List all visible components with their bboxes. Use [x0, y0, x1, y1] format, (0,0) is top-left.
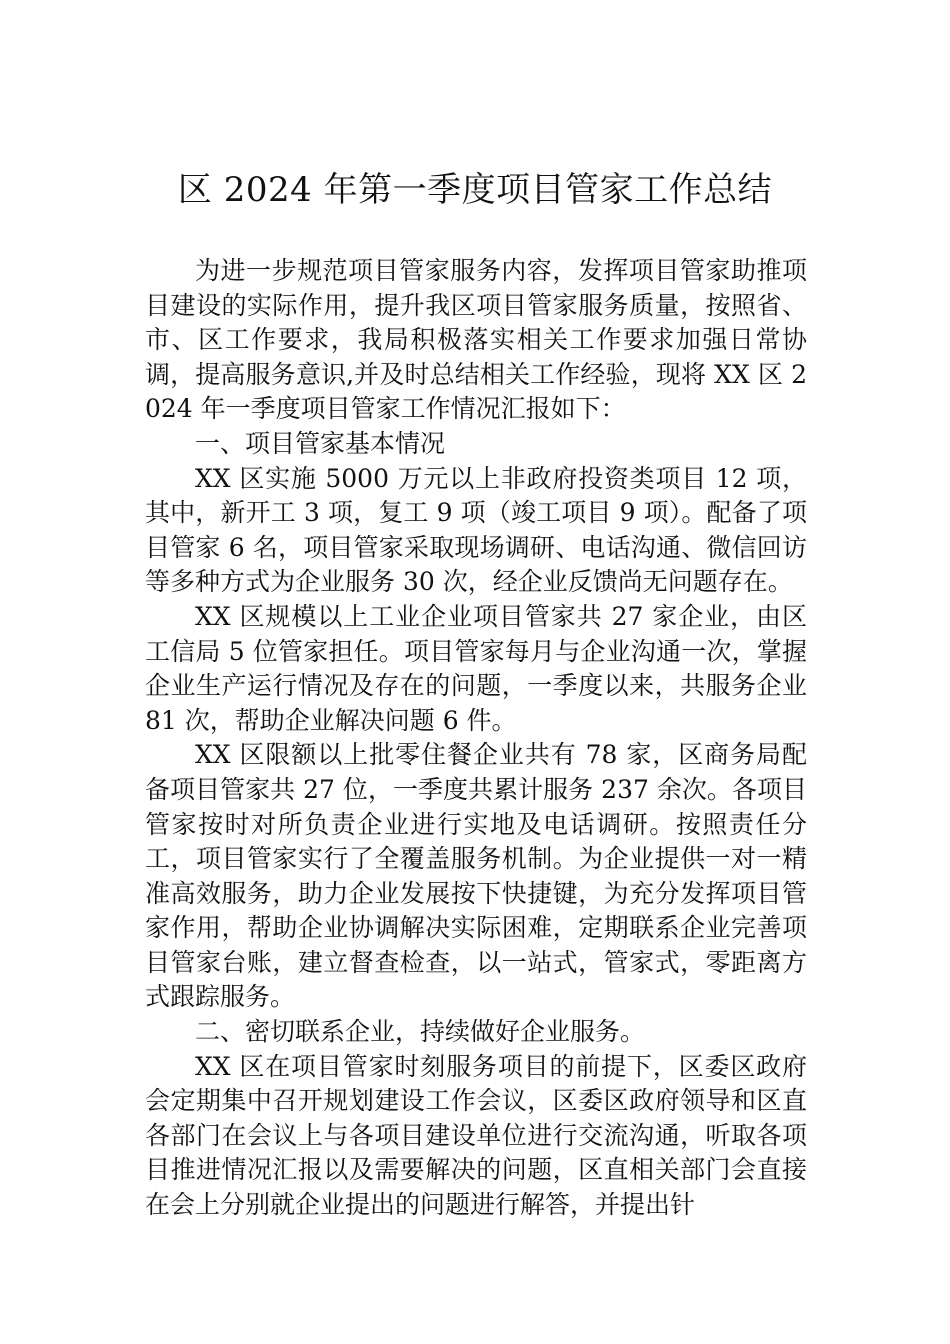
intro-paragraph: 为进一步规范项目管家服务内容，发挥项目管家助推项目建设的实际作用，提升我区项目管家服务质量，按照省、市、区工作要求，我局积极落实相关工作要求加强日常协调，提高服务意识,并及时总结相关工作经验，现将 XX 区 2024 年一季度项目管家工作情况汇报如下：	[145, 256, 807, 424]
paragraph-retail-enterprises: XX 区限额以上批零住餐企业共有 78 家，区商务局配备项目管家共 27 位，一季度共累计服务 237 余次。各项目管家按时对所负责企业进行实地及电话调研。按照责任分工，项目管家实行了全覆盖服务机制。为企业提供一对一精准高效服务，助力企业发展按下快捷键，为充分发挥项目管家作用，帮助企业协调解决实际困难，定期联系企业完善项目管家台账，建立督查检查，以一站式，管家式，零距离方式跟踪服务。	[145, 740, 807, 1012]
paragraph-investment-projects: XX 区实施 5000 万元以上非政府投资类项目 12 项，其中，新开工 3 项，复工 9 项（竣工项目 9 项）。配备了项目管家 6 名，项目管家采取现场调研、电话沟通、微信回访等多种方式为企业服务 30 次，经企业反馈尚无问题存在。	[145, 463, 807, 597]
paragraph-enterprise-liaison: XX 区在项目管家时刻服务项目的前提下，区委区政府会定期集中召开规划建设工作会议，区委区政府领导和区直各部门在会议上与各项目建设单位进行交流沟通，听取各项目推进情况汇报以及需要解决的问题，区直相关部门会直接在会上分别就企业提出的问题进行解答，并提出针	[145, 1051, 807, 1220]
document-body	[145, 254, 807, 1223]
section-heading-1: 一、项目管家基本情况	[195, 428, 446, 458]
document-title: 区 2024 年第一季度项目管家工作总结	[177, 170, 773, 210]
section-heading-2: 二、密切联系企业，持续做好企业服务。	[195, 1017, 646, 1047]
paragraph-industrial-enterprises: XX 区规模以上工业企业项目管家共 27 家企业，由区工信局 5 位管家担任。项目管家每月与企业沟通一次，掌握企业生产运行情况及存在的问题，一季度以来，共服务企业 81 次，帮助企业解决问题 6 件。	[145, 601, 807, 735]
